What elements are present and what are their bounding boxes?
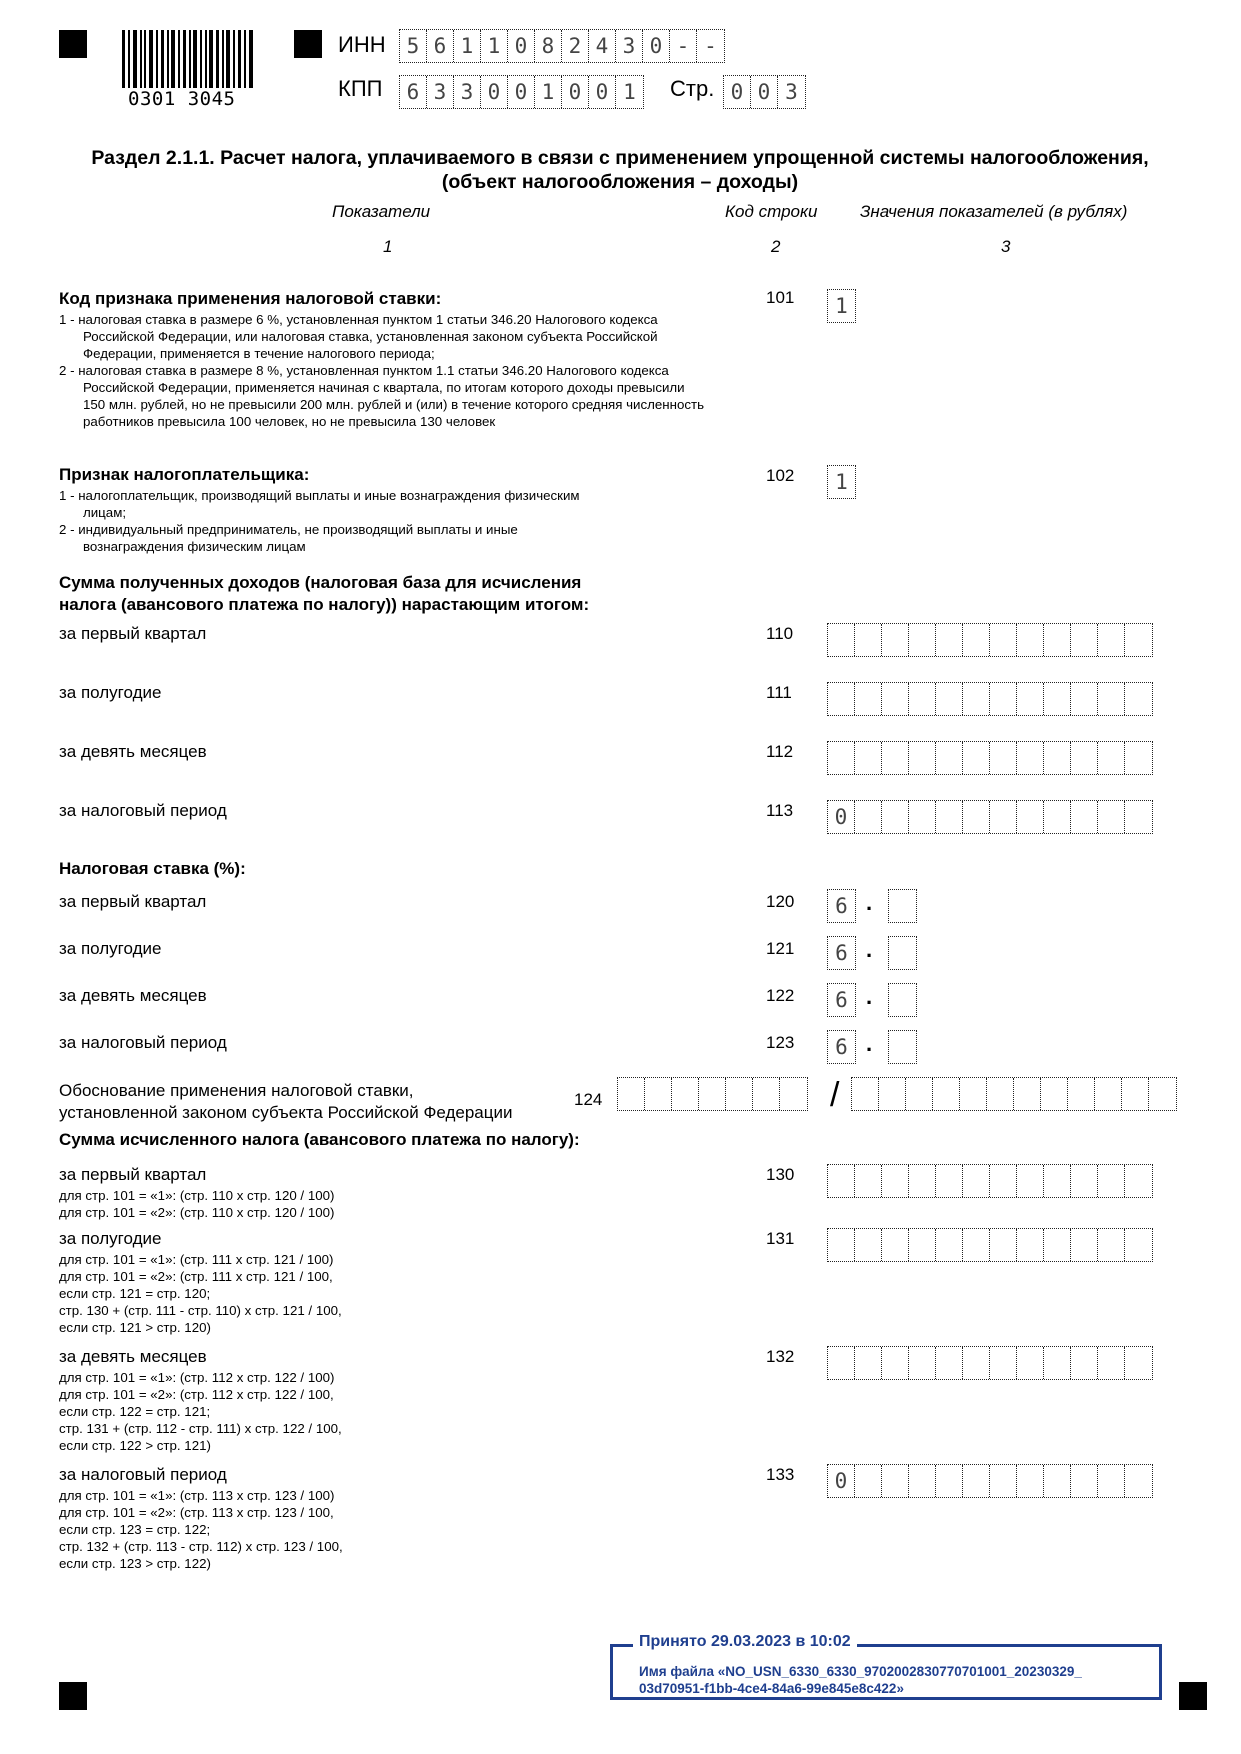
column-title-values: Значения показателей (в рублях)	[860, 202, 1128, 221]
char-cell: 0	[724, 76, 751, 108]
line-124-label-line2: установленной законом субъекта Российской Федерации	[59, 1103, 513, 1122]
column-number-3: 3	[1001, 237, 1011, 256]
rate-line-120-integer-field[interactable]	[828, 890, 855, 922]
formula-line: для стр. 101 = «2»: (стр. 112 х стр. 122 / 100,	[59, 1387, 334, 1402]
char-cell: 1	[835, 470, 848, 494]
char-cell	[882, 801, 909, 833]
char-cell: 3	[427, 76, 454, 108]
section-title-line2: (объект налогообложения – доходы)	[441, 171, 799, 193]
tax-row-label: за полугодие	[59, 1229, 162, 1248]
char-cell	[1098, 1465, 1125, 1497]
char-cell	[1044, 1165, 1071, 1197]
char-cell	[909, 742, 936, 774]
line-101-value-field[interactable]	[828, 290, 855, 322]
rate-row-label: за девять месяцев	[59, 986, 207, 1005]
char-cell	[987, 1078, 1014, 1110]
char-cell	[855, 1165, 882, 1197]
rate-row-code: 122	[766, 986, 795, 1005]
formula-line: для стр. 101 = «1»: (стр. 112 х стр. 122 / 100)	[59, 1370, 335, 1385]
column-number-1: 1	[383, 237, 393, 256]
char-cell	[672, 1078, 699, 1110]
char-cell: 3	[454, 76, 481, 108]
section-title	[40, 146, 1200, 194]
char-cell	[882, 624, 909, 656]
char-cell: 0	[508, 30, 535, 62]
line-102-description	[59, 487, 599, 555]
char-cell	[780, 1078, 807, 1110]
corner-marker-top-middle	[294, 30, 322, 58]
char-cell	[936, 683, 963, 715]
char-cell	[1071, 742, 1098, 774]
income-row-code: 110	[766, 624, 794, 643]
char-cell: -	[704, 34, 717, 58]
char-cell	[1044, 1229, 1071, 1261]
line-102-option-2: 2 - индивидуальный предприниматель, не производящий выплаты и иные вознаграждения физическим лицам	[59, 522, 518, 554]
char-cell	[990, 1465, 1017, 1497]
char-cell	[855, 683, 882, 715]
char-cell	[1044, 624, 1071, 656]
char-cell	[1044, 683, 1071, 715]
char-cell	[1125, 624, 1152, 656]
decimal-point: .	[866, 890, 873, 915]
char-cell	[828, 1229, 855, 1261]
char-cell: 0	[828, 801, 855, 833]
char-cell: 0	[828, 1465, 855, 1497]
line-102-value-field[interactable]	[828, 466, 855, 498]
tax-row-code: 133	[766, 1465, 795, 1484]
income-title-line2: налога (авансового платежа по налогу)) нарастающим итогом:	[59, 595, 590, 614]
stamp-file-name	[639, 1663, 1082, 1697]
tax-row-formula	[59, 1187, 334, 1221]
tax-row-label: за первый квартал	[59, 1165, 207, 1184]
char-cell: 1	[835, 294, 848, 318]
char-cell	[1125, 742, 1152, 774]
char-cell	[1098, 683, 1125, 715]
char-cell: -	[670, 30, 697, 62]
formula-line: для стр. 101 = «1»: (стр. 111 х стр. 121 / 100)	[59, 1252, 334, 1267]
char-cell	[645, 1078, 672, 1110]
formula-line: для стр. 101 = «1»: (стр. 110 х стр. 120 / 100)	[59, 1188, 335, 1203]
char-cell	[990, 1229, 1017, 1261]
char-cell	[855, 1229, 882, 1261]
char-cell: 4	[589, 30, 616, 62]
char-cell	[990, 624, 1017, 656]
char-cell	[963, 1165, 990, 1197]
char-cell	[889, 984, 916, 1016]
char-cell	[855, 624, 882, 656]
barcode-number: 0301 3045	[128, 88, 236, 110]
char-cell	[1044, 742, 1071, 774]
formula-line: если стр. 123 > стр. 122)	[59, 1556, 211, 1571]
char-cell	[1044, 801, 1071, 833]
income-title-line1: Сумма полученных доходов (налоговая база для исчисления	[59, 573, 582, 592]
income-line-112-field[interactable]	[828, 742, 1152, 774]
char-cell	[1071, 1465, 1098, 1497]
line-124-label	[59, 1080, 512, 1124]
char-cell	[889, 1031, 916, 1063]
rate-row-label: за налоговый период	[59, 1033, 227, 1052]
char-cell	[1071, 683, 1098, 715]
char-cell	[855, 1465, 882, 1497]
char-cell	[963, 683, 990, 715]
char-cell	[882, 1229, 909, 1261]
formula-line: стр. 130 + (стр. 111 - стр. 110) х стр. 121 / 100,	[59, 1303, 342, 1318]
income-row-code: 112	[766, 742, 794, 761]
acceptance-stamp	[610, 1633, 1162, 1700]
rate-line-121-integer-field[interactable]	[828, 937, 855, 969]
char-cell	[1098, 1229, 1125, 1261]
char-cell	[1068, 1078, 1095, 1110]
char-cell	[879, 1078, 906, 1110]
char-cell	[828, 1347, 855, 1379]
char-cell	[852, 1078, 879, 1110]
char-cell	[1071, 1229, 1098, 1261]
income-line-113-field[interactable]	[828, 801, 1152, 833]
char-cell	[1071, 801, 1098, 833]
char-cell	[1017, 624, 1044, 656]
char-cell: 6	[835, 1035, 848, 1059]
char-cell	[699, 1078, 726, 1110]
char-cell: 6	[835, 894, 848, 918]
char-cell: 1	[535, 76, 562, 108]
line-102-code: 102	[766, 466, 795, 485]
income-row-code: 113	[766, 801, 794, 820]
char-cell	[909, 1229, 936, 1261]
tax-line-131-field[interactable]	[828, 1229, 1152, 1261]
column-title-indicators: Показатели	[332, 202, 431, 221]
char-cell	[828, 683, 855, 715]
formula-line: для стр. 101 = «2»: (стр. 110 х стр. 120 / 100)	[59, 1205, 335, 1220]
char-cell	[1125, 801, 1152, 833]
tax-line-133-field[interactable]	[828, 1465, 1152, 1497]
tax-row-code: 132	[766, 1347, 795, 1366]
formula-line: для стр. 101 = «2»: (стр. 113 х стр. 123 / 100,	[59, 1505, 334, 1520]
char-cell	[909, 1347, 936, 1379]
rate-line-123-integer-field[interactable]	[828, 1031, 855, 1063]
tax-rate-title: Налоговая ставка (%):	[59, 859, 246, 878]
decimal-point: .	[866, 984, 873, 1009]
char-cell	[1098, 742, 1125, 774]
decimal-point: .	[866, 1031, 873, 1056]
formula-line: для стр. 101 = «2»: (стр. 111 х стр. 121 / 100,	[59, 1269, 333, 1284]
tax-row-code: 130	[766, 1165, 795, 1184]
char-cell	[960, 1078, 987, 1110]
tax-row-formula	[59, 1369, 342, 1454]
char-cell	[1098, 1165, 1125, 1197]
rate-line-122-fraction-field[interactable]	[889, 984, 916, 1016]
char-cell	[1125, 1165, 1152, 1197]
barcode-image	[120, 30, 256, 92]
stamp-title: Принято 29.03.2023 в 10:02	[633, 1633, 857, 1651]
page-number-field	[724, 76, 805, 108]
char-cell	[855, 742, 882, 774]
char-cell: 2	[562, 30, 589, 62]
char-cell	[909, 1465, 936, 1497]
char-cell: 3	[616, 30, 643, 62]
line-124-code: 124	[574, 1090, 603, 1109]
char-cell	[1125, 683, 1152, 715]
char-cell	[963, 801, 990, 833]
char-cell	[936, 801, 963, 833]
column-number-2: 2	[771, 237, 781, 256]
char-cell: 3	[785, 80, 798, 104]
char-cell: 6	[835, 941, 848, 965]
tax-row-formula	[59, 1487, 343, 1572]
char-cell	[909, 801, 936, 833]
char-cell	[828, 624, 855, 656]
char-cell	[1098, 624, 1125, 656]
corner-marker-top-left	[59, 30, 87, 58]
char-cell: 0	[481, 76, 508, 108]
char-cell	[882, 1465, 909, 1497]
char-cell	[1125, 1229, 1152, 1261]
tax-row-formula	[59, 1251, 342, 1336]
char-cell	[753, 1078, 780, 1110]
formula-line: стр. 132 + (стр. 113 - стр. 112) х стр. 123 / 100,	[59, 1539, 343, 1554]
char-cell: 5	[400, 30, 427, 62]
char-cell	[1017, 1465, 1044, 1497]
char-cell	[909, 683, 936, 715]
inn-field	[400, 30, 724, 62]
corner-marker-bottom-left	[59, 1682, 87, 1710]
rate-line-122-integer-field[interactable]	[828, 984, 855, 1016]
char-cell	[1125, 1347, 1152, 1379]
line-101-description	[59, 311, 709, 430]
char-cell	[1017, 801, 1044, 833]
line-124-code-part2-field[interactable]	[852, 1078, 1176, 1110]
char-cell: 0	[508, 76, 535, 108]
char-cell	[828, 1165, 855, 1197]
tax-row-code: 131	[766, 1229, 795, 1248]
char-cell	[1071, 1165, 1098, 1197]
formula-line: если стр. 121 = стр. 120;	[59, 1286, 211, 1301]
rate-row-code: 120	[766, 892, 795, 911]
char-cell	[1017, 1347, 1044, 1379]
char-cell	[1017, 1165, 1044, 1197]
char-cell	[1044, 1347, 1071, 1379]
char-cell	[1149, 1078, 1176, 1110]
char-cell	[1098, 801, 1125, 833]
formula-line: если стр. 123 = стр. 122;	[59, 1522, 211, 1537]
char-cell	[1122, 1078, 1149, 1110]
char-cell	[1125, 1465, 1152, 1497]
line-101-title: Код признака применения налоговой ставки:	[59, 289, 442, 308]
char-cell: 0	[751, 76, 778, 108]
char-cell	[618, 1078, 645, 1110]
income-row-label: за налоговый период	[59, 801, 227, 820]
rate-row-code: 121	[766, 939, 795, 958]
income-section-title	[59, 572, 589, 616]
char-cell	[1041, 1078, 1068, 1110]
char-cell	[889, 937, 916, 969]
formula-line: стр. 131 + (стр. 112 - стр. 111) х стр. 122 / 100,	[59, 1421, 342, 1436]
char-cell: 1	[481, 30, 508, 62]
char-cell: 8	[535, 30, 562, 62]
char-cell	[882, 683, 909, 715]
char-cell: 0	[643, 30, 670, 62]
line-124-separator: /	[830, 1076, 840, 1114]
char-cell: 6	[427, 30, 454, 62]
char-cell	[990, 1347, 1017, 1379]
char-cell	[828, 742, 855, 774]
rate-line-120-fraction-field[interactable]	[889, 890, 916, 922]
char-cell	[1017, 742, 1044, 774]
char-cell	[963, 1347, 990, 1379]
char-cell	[936, 742, 963, 774]
tax-line-130-field[interactable]	[828, 1165, 1152, 1197]
char-cell	[1095, 1078, 1122, 1110]
stamp-file-line1: Имя файла «NO_USN_6330_6330_9702002830770701001_20230329_	[639, 1664, 1082, 1679]
line-101-option-1: 1 - налоговая ставка в размере 6 %, установленная пунктом 1 статьи 346.20 Налогового кодекса Российской Федерации, или налоговая ставка, установленная законом субъекта Российской Федерации, применяется в течение налогового периода;	[59, 312, 658, 361]
line-102-title: Признак налогоплательщика:	[59, 465, 310, 484]
char-cell	[909, 1165, 936, 1197]
char-cell: 0	[562, 76, 589, 108]
page-label: Стр.	[670, 76, 715, 101]
char-cell	[963, 1465, 990, 1497]
char-cell: 1	[623, 80, 636, 104]
income-row-label: за первый квартал	[59, 624, 207, 643]
line-124-label-line1: Обоснование применения налоговой ставки,	[59, 1081, 414, 1100]
char-cell	[936, 1347, 963, 1379]
char-cell	[936, 1229, 963, 1261]
decimal-point: .	[866, 937, 873, 962]
char-cell	[963, 742, 990, 774]
char-cell	[963, 1229, 990, 1261]
char-cell	[1014, 1078, 1041, 1110]
rate-line-123-fraction-field[interactable]	[889, 1031, 916, 1063]
char-cell	[909, 624, 936, 656]
line-101-code: 101	[766, 288, 795, 307]
char-cell: 0	[589, 76, 616, 108]
char-cell	[726, 1078, 753, 1110]
income-line-111-field[interactable]	[828, 683, 1152, 715]
char-cell	[933, 1078, 960, 1110]
char-cell	[855, 1347, 882, 1379]
char-cell	[990, 1165, 1017, 1197]
rate-line-121-fraction-field[interactable]	[889, 937, 916, 969]
char-cell	[855, 801, 882, 833]
income-row-label: за полугодие	[59, 683, 162, 702]
tax-row-label: за налоговый период	[59, 1465, 227, 1484]
income-row-code: 111	[766, 683, 792, 702]
char-cell	[1098, 1347, 1125, 1379]
section-title-line1: Раздел 2.1.1. Расчет налога, уплачиваемого в связи с применением упрощенной системы налогообложения,	[91, 147, 1149, 169]
char-cell	[1017, 683, 1044, 715]
line-102-option-1: 1 - налогоплательщик, производящий выплаты и иные вознаграждения физическим лицам;	[59, 488, 580, 520]
char-cell	[882, 742, 909, 774]
income-row-label: за девять месяцев	[59, 742, 207, 761]
char-cell	[936, 1465, 963, 1497]
formula-line: для стр. 101 = «1»: (стр. 113 х стр. 123 / 100)	[59, 1488, 335, 1503]
char-cell	[1071, 1347, 1098, 1379]
char-cell	[1071, 624, 1098, 656]
char-cell	[936, 1165, 963, 1197]
column-title-line-code: Код строки	[725, 202, 818, 221]
rate-row-label: за первый квартал	[59, 892, 207, 911]
formula-line: если стр. 122 > стр. 121)	[59, 1438, 211, 1453]
char-cell	[1017, 1229, 1044, 1261]
inn-label: ИНН	[338, 32, 386, 57]
char-cell: 1	[454, 30, 481, 62]
formula-line: если стр. 121 > стр. 120)	[59, 1320, 211, 1335]
char-cell	[990, 801, 1017, 833]
kpp-field	[400, 76, 643, 108]
char-cell	[882, 1165, 909, 1197]
char-cell	[990, 742, 1017, 774]
line-101-option-2: 2 - налоговая ставка в размере 8 %, установленная пунктом 1.1 статьи 346.20 Налогового кодекса Российской Федерации, применяется начиная с квартала, по итогам которого доходы превысили 150 млн. рублей, но не превысили 200 млн. рублей и (или) в течение которого средняя численность работников превысила 100 человек, но не превысила 130 человек	[59, 363, 705, 429]
income-line-110-field[interactable]	[828, 624, 1152, 656]
formula-line: если стр. 122 = стр. 121;	[59, 1404, 211, 1419]
char-cell	[1044, 1465, 1071, 1497]
rate-row-label: за полугодие	[59, 939, 162, 958]
char-cell	[936, 624, 963, 656]
line-124-code-part1-field[interactable]	[618, 1078, 807, 1110]
corner-marker-bottom-right	[1179, 1682, 1207, 1710]
char-cell	[990, 683, 1017, 715]
tax-line-132-field[interactable]	[828, 1347, 1152, 1379]
char-cell: 6	[400, 76, 427, 108]
kpp-label: КПП	[338, 76, 383, 101]
stamp-file-line2: 03d70951-f1bb-4ce4-84a6-99e845e8c422»	[639, 1681, 904, 1696]
char-cell	[889, 890, 916, 922]
tax-amount-title: Сумма исчисленного налога (авансового платежа по налогу):	[59, 1130, 580, 1149]
char-cell: 6	[835, 988, 848, 1012]
char-cell	[963, 624, 990, 656]
rate-row-code: 123	[766, 1033, 795, 1052]
char-cell	[906, 1078, 933, 1110]
char-cell	[882, 1347, 909, 1379]
tax-row-label: за девять месяцев	[59, 1347, 207, 1366]
